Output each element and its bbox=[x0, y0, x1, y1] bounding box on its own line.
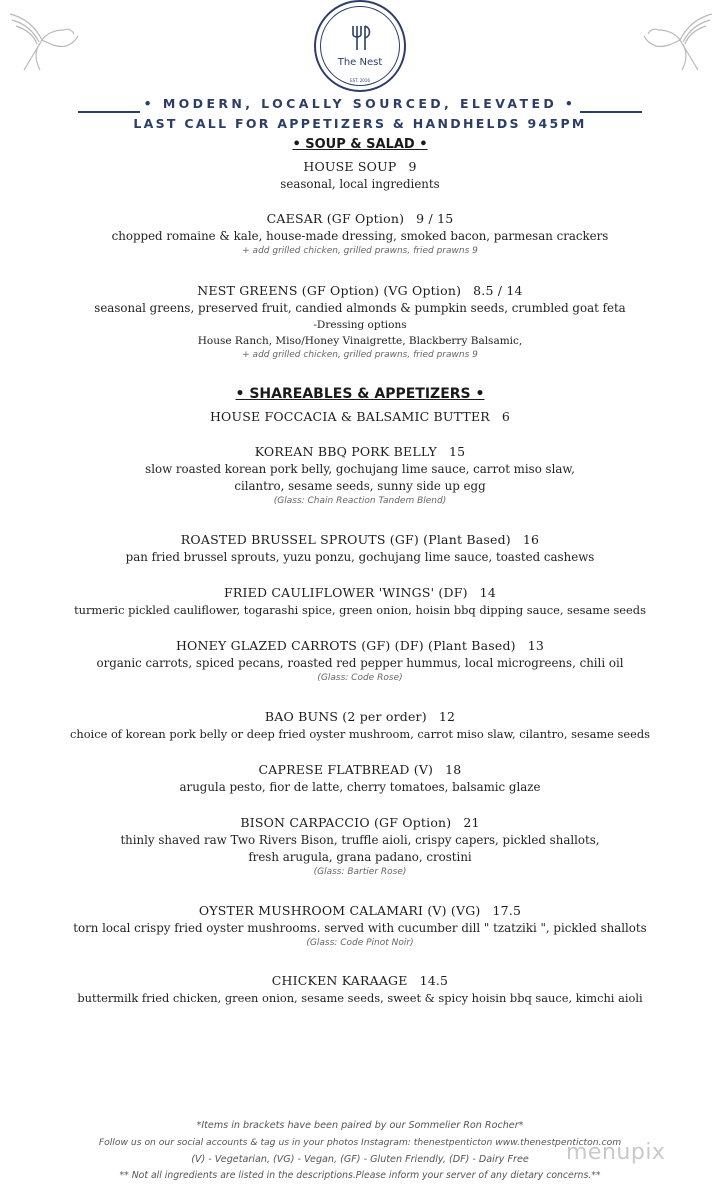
item-description: slow roasted korean pork belly, gochujang lime sauce, carrot miso slaw, bbox=[145, 462, 575, 476]
item-description: pan fried brussel sprouts, yuzu ponzu, gochujang lime sauce, toasted cashews bbox=[125, 550, 595, 564]
item-description: organic carrots, spiced pecans, roasted red pepper hummus, local microgreens, chili oil bbox=[96, 656, 624, 670]
restaurant-logo bbox=[314, 0, 406, 92]
tagline-row bbox=[78, 96, 642, 116]
item-description: seasonal greens, preserved fruit, candied almonds & pumpkin seeds, crumbled goat feta bbox=[94, 301, 626, 315]
item-price: 13 bbox=[527, 638, 545, 653]
item-price: 6 bbox=[501, 409, 511, 424]
divider-line bbox=[580, 111, 642, 113]
footer-dietary-note: ** Not all ingredients are listed in the descriptions.Please inform your server of any dietary concerns.** bbox=[119, 1170, 601, 1181]
swallow-bird-icon bbox=[640, 4, 716, 74]
item-description: chopped romaine & kale, house-made dressing, smoked bacon, parmesan crackers bbox=[111, 229, 609, 243]
menu-item-title bbox=[0, 973, 720, 988]
menu-item-title bbox=[0, 709, 720, 724]
item-name: CAPRESE FLATBREAD (V) bbox=[258, 762, 434, 777]
menu-item-title bbox=[0, 159, 720, 174]
item-name: ROASTED BRUSSEL SPROUTS (GF) (Plant Based) bbox=[180, 532, 511, 547]
item-description: fresh arugula, grana padano, crostini bbox=[248, 850, 472, 864]
fork-icon bbox=[351, 24, 373, 52]
menu-item-title bbox=[0, 903, 720, 918]
item-price: 16 bbox=[522, 532, 540, 547]
item-description: arugula pesto, fior de latte, cherry tomatoes, balsamic glaze bbox=[179, 780, 541, 794]
item-name: KOREAN BBQ PORK BELLY bbox=[254, 444, 437, 459]
item-price: 8.5 / 14 bbox=[473, 283, 523, 298]
item-description: cilantro, sesame seeds, sunny side up egg bbox=[234, 479, 486, 493]
item-name: HOUSE SOUP bbox=[303, 159, 397, 174]
wine-pairing: (Glass: Chain Reaction Tandem Blend) bbox=[273, 496, 447, 506]
logo-name: The Nest bbox=[337, 57, 383, 68]
logo-established: EST. 2016 bbox=[350, 78, 370, 83]
menu-item-title bbox=[0, 283, 720, 298]
item-price: 18 bbox=[445, 762, 462, 777]
item-name: FRIED CAULIFLOWER 'WINGS' (DF) bbox=[224, 585, 468, 600]
item-addon-note: + add grilled chicken, grilled prawns, fried prawns 9 bbox=[242, 246, 478, 256]
menu-item-title bbox=[0, 762, 720, 777]
item-price: 17.5 bbox=[492, 903, 522, 918]
item-name: BISON CARPACCIO (GF Option) bbox=[240, 815, 452, 830]
menu-item-title bbox=[0, 409, 720, 424]
section-heading-shareables: • SHAREABLES & APPETIZERS • bbox=[235, 386, 485, 402]
last-call-notice: LAST CALL FOR APPETIZERS & HANDHELDS 945PM bbox=[133, 116, 587, 131]
menu-item-title bbox=[0, 585, 720, 600]
item-price: 9 / 15 bbox=[416, 211, 454, 226]
item-name: NEST GREENS (GF Option) (VG Option) bbox=[197, 283, 462, 298]
wine-pairing: (Glass: Code Pinot Noir) bbox=[306, 938, 414, 948]
menu-item-title bbox=[0, 638, 720, 653]
wine-pairing: (Glass: Bartier Rose) bbox=[313, 867, 407, 877]
item-price: 21 bbox=[463, 815, 480, 830]
item-name: CAESAR (GF Option) bbox=[266, 211, 405, 226]
item-description: turmeric pickled cauliflower, togarashi spice, green onion, hoisin bbq dipping sauce, sesame seeds bbox=[74, 603, 646, 617]
item-name: CHICKEN KARAAGE bbox=[271, 973, 408, 988]
wine-pairing: (Glass: Code Rose) bbox=[317, 673, 403, 683]
footer-sommelier-note: *Items in brackets have been paired by our Sommelier Ron Rocher* bbox=[196, 1120, 524, 1131]
footer-legend: (V) - Vegetarian, (VG) - Vegan, (GF) - Gluten Friendly, (DF) - Dairy Free bbox=[191, 1154, 529, 1165]
item-name: HOUSE FOCCACIA & BALSAMIC BUTTER bbox=[209, 409, 490, 424]
item-name: HONEY GLAZED CARROTS (GF) (DF) (Plant Based) bbox=[175, 638, 516, 653]
item-description: thinly shaved raw Two Rivers Bison, truffle aioli, crispy capers, pickled shallots, bbox=[120, 833, 600, 847]
divider-line bbox=[78, 111, 140, 113]
footer-social: Follow us on our social accounts & tag us in your photos Instagram: thenestpenticton www.thenestpenticton.com bbox=[98, 1137, 622, 1148]
item-price: 9 bbox=[408, 159, 417, 174]
item-name: OYSTER MUSHROOM CALAMARI (V) (VG) bbox=[198, 903, 481, 918]
item-price: 15 bbox=[448, 444, 466, 459]
watermark: menupix bbox=[566, 1140, 666, 1165]
item-price: 14.5 bbox=[419, 973, 449, 988]
item-addon-note: + add grilled chicken, grilled prawns, fried prawns 9 bbox=[242, 350, 478, 360]
dressing-options-list: House Ranch, Miso/Honey Vinaigrette, Blackberry Balsamic, bbox=[197, 335, 523, 347]
menu-item-title bbox=[0, 444, 720, 459]
item-description: choice of korean pork belly or deep fried oyster mushroom, carrot miso slaw, cilantro, sesame seeds bbox=[69, 727, 650, 741]
menu-item-title bbox=[0, 211, 720, 226]
tagline: • MODERN, LOCALLY SOURCED, ELEVATED • bbox=[143, 96, 577, 111]
item-description: buttermilk fried chicken, green onion, sesame seeds, sweet & spicy hoisin bbq sauce, kimchi aioli bbox=[77, 991, 643, 1005]
item-price: 14 bbox=[479, 585, 496, 600]
swallow-bird-icon bbox=[6, 4, 82, 74]
menu-item-title bbox=[0, 532, 720, 547]
item-name: BAO BUNS (2 per order) bbox=[264, 709, 427, 724]
item-description: seasonal, local ingredients bbox=[280, 177, 440, 191]
section-heading-soup-salad: • SOUP & SALAD • bbox=[292, 137, 428, 152]
item-description: torn local crispy fried oyster mushrooms. served with cucumber dill " tzatziki ", pickled shallots bbox=[73, 921, 647, 935]
item-price: 12 bbox=[438, 709, 456, 724]
menu-item-title bbox=[0, 815, 720, 830]
dressing-options-label: -Dressing options bbox=[313, 319, 407, 331]
